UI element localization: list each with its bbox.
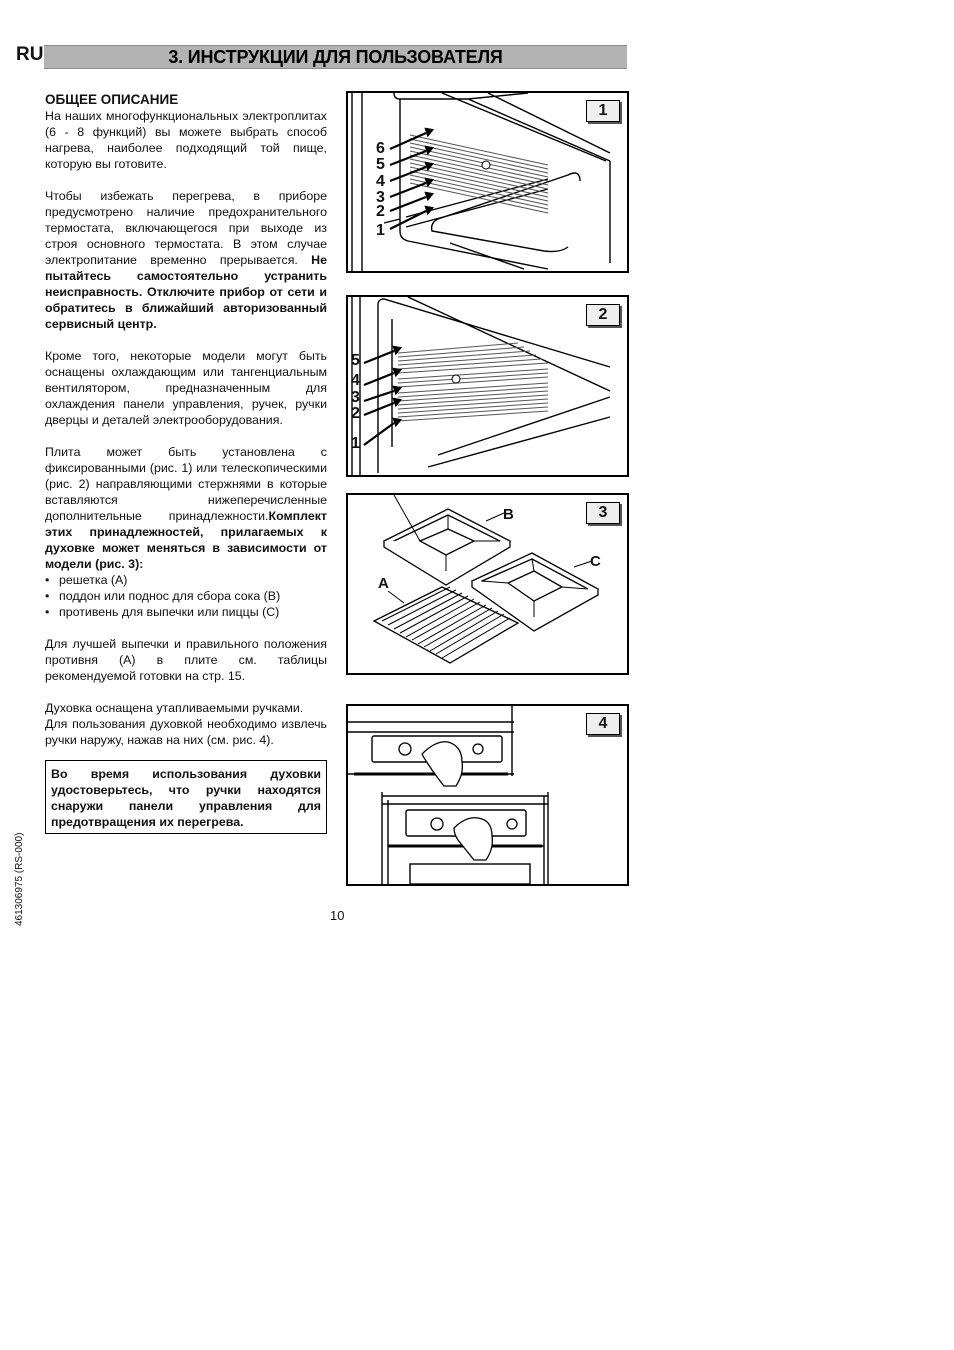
- accessories-list: [45, 572, 327, 620]
- list-item: • решетка (A): [45, 572, 327, 588]
- paragraph-thermostat: [45, 188, 327, 332]
- paragraph-intro: На наших многофункциональных электроплитах (6 - 8 функций) вы можете выбрать способ нагрева, наиболее подходящий той пище, которую вы готовите.: [45, 109, 327, 171]
- figure-1: [346, 91, 629, 273]
- thermostat-warning: Не пытайтесь самостоятельно устранить неисправность. Отключите прибор от сети и обратитесь в ближайший авторизованный сервисный центр.: [45, 253, 327, 331]
- list-item: • поддон или поднос для сбора сока (B): [45, 588, 327, 604]
- accessory-label: A: [378, 575, 389, 592]
- accessory-label: B: [503, 506, 514, 523]
- figure-number-badge: 2: [586, 304, 620, 326]
- thermostat-text: Чтобы избежать перегрева, в приборе предусмотрено наличие предохранительного термостата, включающегося при выходе из строя основного термостата. В этом случае электропитание временно прерывается.: [45, 189, 327, 267]
- shelf-level-label: 5: [351, 352, 360, 369]
- shelf-level-label: 2: [351, 405, 360, 422]
- paragraph-baking: Для лучшей выпечки и правильного положения противня (A) в плите см. таблицы рекомендуемой готовки на стр. 15.: [45, 637, 327, 683]
- figure-2: [346, 295, 629, 477]
- warning-box: Во время использования духовки удостоверьтесь, что ручки находятся снаружи панели управления для предотвращения их перегрева.: [45, 760, 327, 834]
- section-header-bar: [44, 45, 627, 69]
- figure-4: [346, 704, 629, 886]
- figure-number-badge: 4: [586, 713, 620, 735]
- shelf-level-label: 1: [351, 435, 360, 452]
- shelf-level-label: 6: [376, 140, 385, 157]
- section-heading: ОБЩЕЕ ОПИСАНИЕ: [45, 92, 179, 107]
- knobs-line-1: Духовка оснащена утапливаемыми ручками.: [45, 701, 304, 715]
- shelf-level-label: 4: [376, 173, 385, 190]
- shelf-level-label: 1: [376, 222, 385, 239]
- document-code: 461306975 (RS-000): [14, 832, 25, 926]
- figure-3: [346, 493, 629, 675]
- list-item: • противень для выпечки или пиццы (C): [45, 604, 327, 620]
- page-number: 10: [330, 908, 345, 923]
- paragraph-fan: Кроме того, некоторые модели могут быть оснащены охлаждающим или тангенциальным вентилятором, предназначенным для охлаждения панели управления, ручек, ручки дверцы и деталей электрооборудования.: [45, 349, 327, 427]
- shelf-level-label: 2: [376, 203, 385, 220]
- paragraph-accessories: [45, 444, 327, 572]
- shelf-level-label: 4: [351, 372, 360, 389]
- figure-number-badge: 3: [586, 502, 620, 524]
- figure-number-badge: 1: [586, 100, 620, 122]
- knobs-line-2: Для пользования духовкой необходимо извлечь ручки наружу, нажав на них (см. рис. 4).: [45, 717, 327, 747]
- text-column: [45, 92, 327, 834]
- accessory-label: C: [590, 553, 601, 570]
- shelf-level-label: 3: [351, 389, 360, 406]
- language-code: RU: [16, 44, 44, 65]
- paragraph-knobs: [45, 700, 327, 748]
- shelf-level-label: 5: [376, 156, 385, 173]
- accessories-note: Комплект этих принадлежностей, прилагаемых к духовке может меняться в зависимости от модели (рис. 3):: [45, 509, 327, 571]
- section-title: 3. ИНСТРУКЦИИ ДЛЯ ПОЛЬЗОВАТЕЛЯ: [168, 47, 503, 67]
- shelf-level-label: 3: [376, 189, 385, 206]
- accessories-text: Плита может быть установлена с фиксированными (рис. 1) или телескопическими (рис. 2) направляющими стержнями в которые вставляются нижеперечисленные дополнительные принадлежности.: [45, 445, 327, 523]
